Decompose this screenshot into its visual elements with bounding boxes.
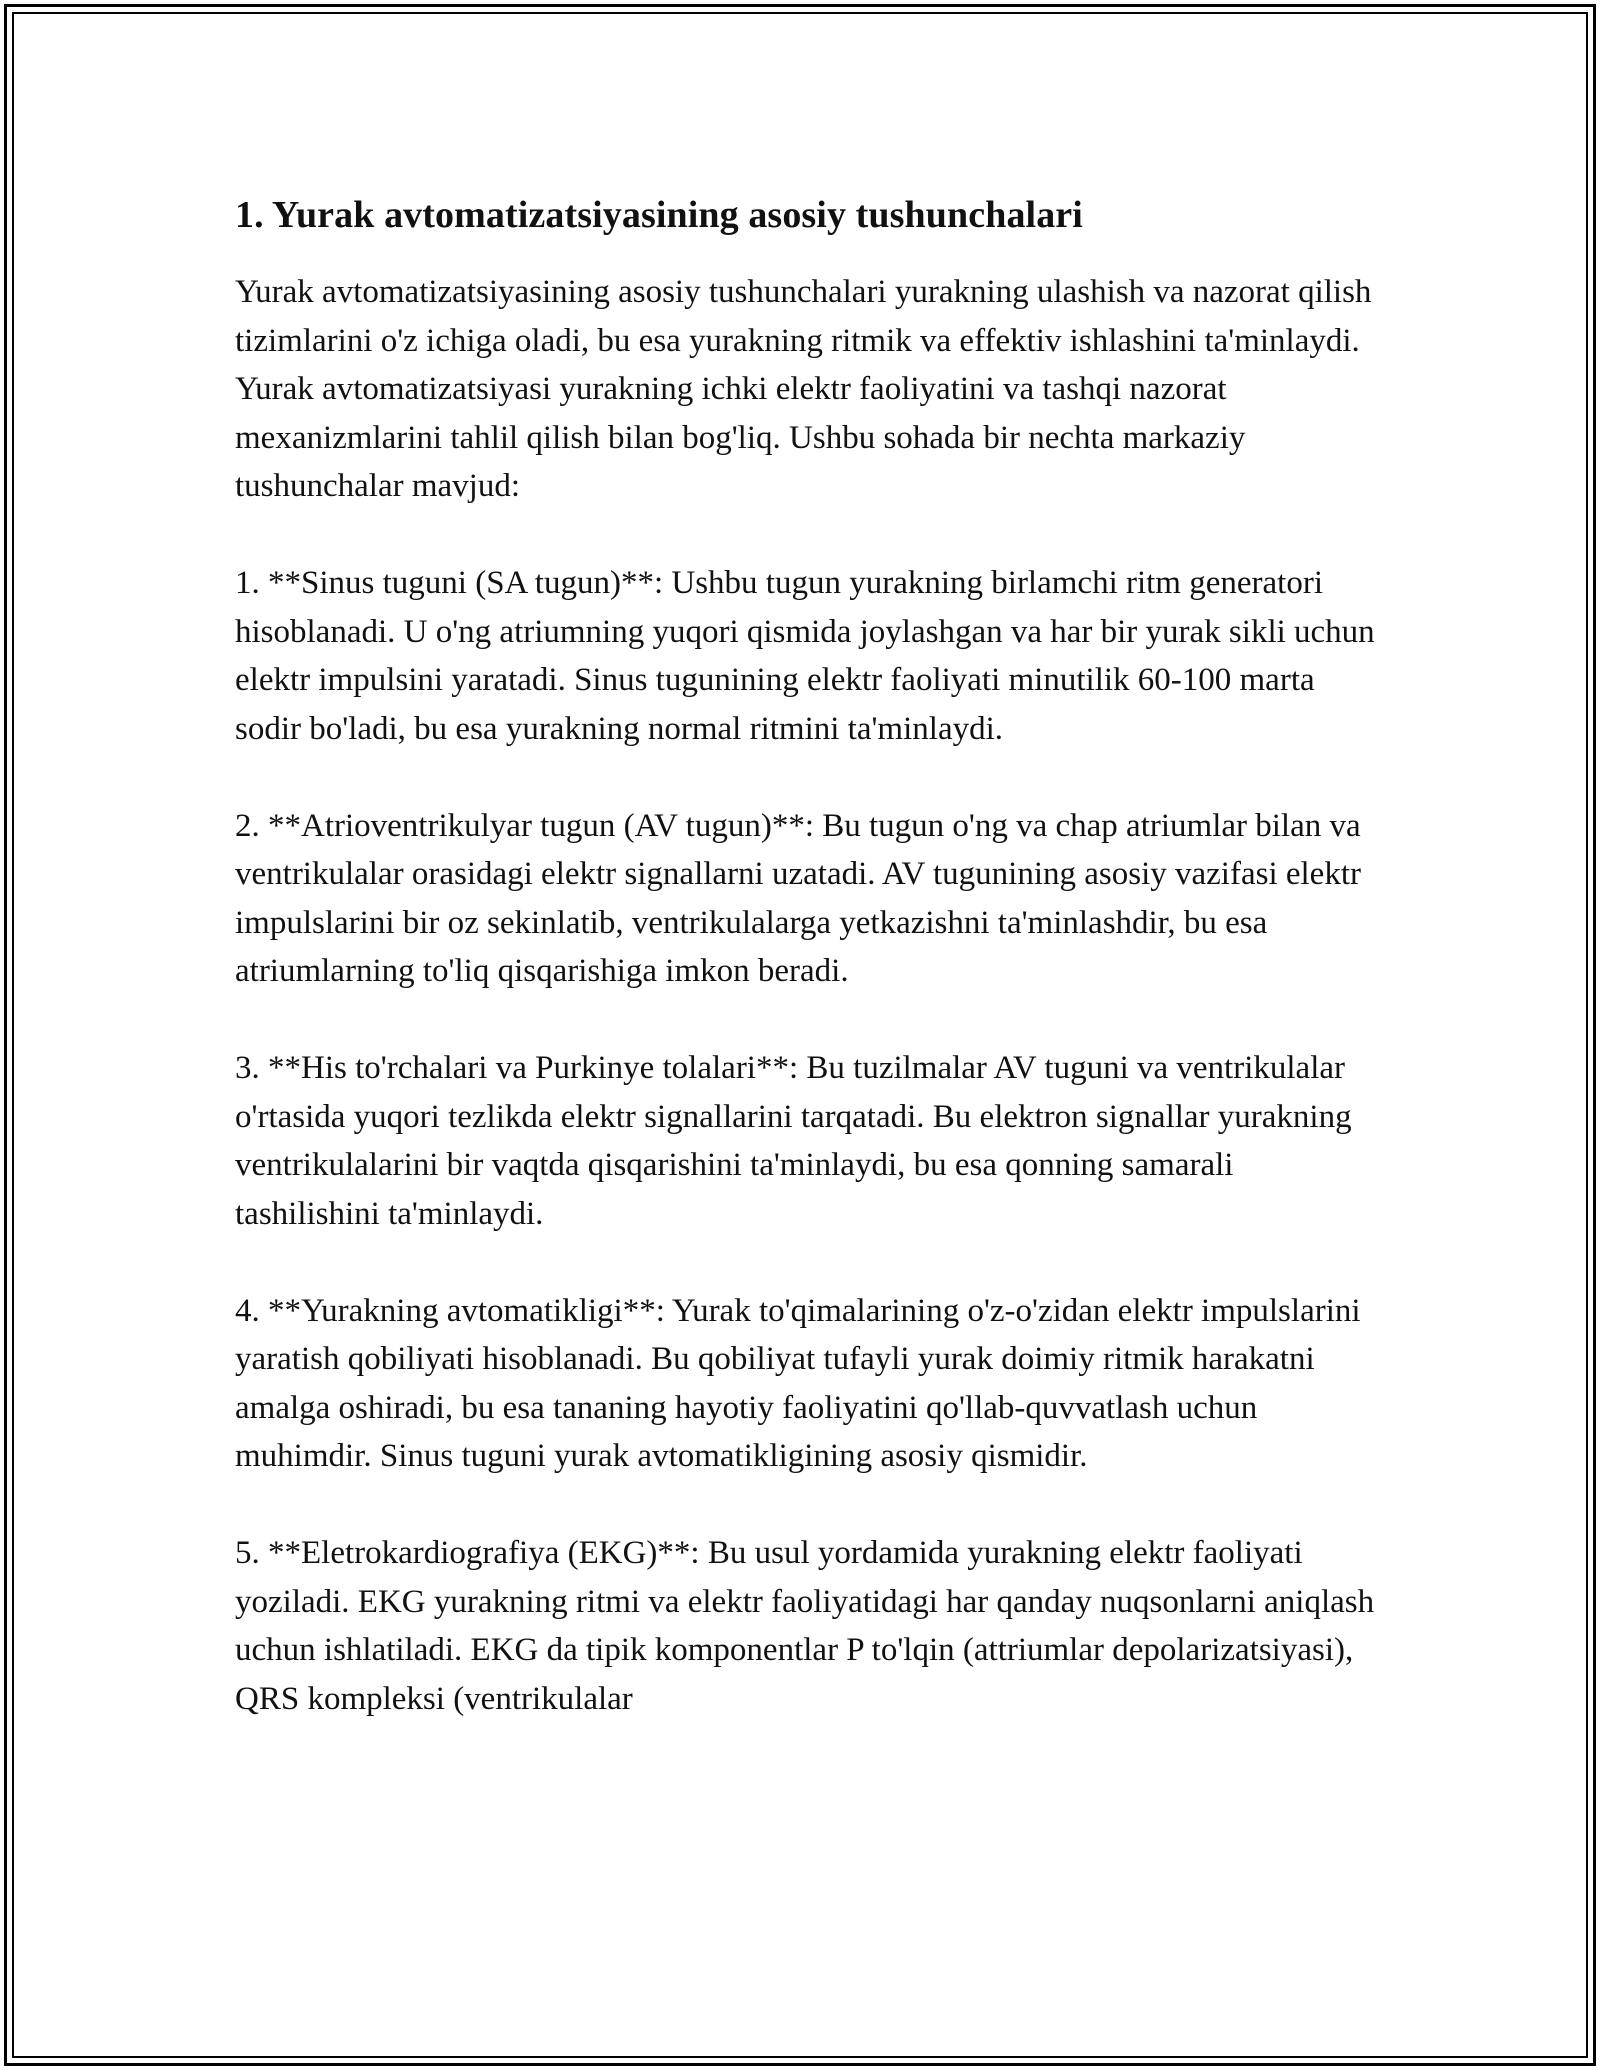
- automaticity-paragraph: 4. **Yurakning avtomatikligi**: Yurak to'qimalarining o'z-o'zidan elektr impulslarini yaratish qobiliyati hisoblanadi. Bu qobiliyat tufayli yurak doimiy ritmik harakatni amalga oshiradi, bu esa tananing hayotiy faoliyatini qo'llab-quvvatlash uchun muhimdir. Sinus tuguni yurak avtomatikligining asosiy qismidir.: [235, 1292, 1369, 1474]
- intro-paragraph: Yurak avtomatizatsiyasining asosiy tushunchalari yurakning ulashish va nazorat qilish tizimlarini o'z ichiga oladi, bu esa yurakning ritmik va effektiv ishlashini ta'minlaydi. Yurak avtomatizatsiyasi yurakning ichki elektr faoliyatini va tashqi nazorat mexanizmlarini tahlil qilish bilan bog'liq. Ushbu sohada bir nechta markaziy tushunchalar mavjud:: [235, 274, 1380, 504]
- document-body: [235, 184, 1383, 1723]
- section-heading: 1. Yurak avtomatizatsiyasining asosiy tushunchalari: [235, 194, 1083, 236]
- av-node-paragraph: 2. **Atrioventrikulyar tugun (AV tugun)**: Bu tugun o'ng va chap atriumlar bilan va ventrikulalar orasidagi elektr signallarni uzatadi. AV tugunining asosiy vazifasi elektr impulslarini bir oz sekinlatib, ventrikulalarga yetkazishni ta'minlashdir, bu esa atriumlarning to'liq qisqarishiga imkon beradi.: [235, 807, 1370, 989]
- ecg-paragraph: 5. **Eletrokardiografiya (EKG)**: Bu usul yordamida yurakning elektr faoliyati yoziladi. EKG yurakning ritmi va elektr faoliyatidagi har qanday nuqsonlarni aniqlash uchun ishlatiladi. EKG da tipik komponentlar P to'lqin (attriumlar depolarizatsiyasi), QRS kompleksi (ventrikulalar: [235, 1535, 1383, 1717]
- his-purkinje-paragraph: 3. **His to'rchalari va Purkinye tolalari**: Bu tuzilmalar AV tuguni va ventrikulalar o'rtasida yuqori tezlikda elektr signallarini tarqatadi. Bu elektron signallar yurakning ventrikulalarini bir vaqtda qisqarishini ta'minlaydi, bu esa qonning samarali tashilishini ta'minlaydi.: [235, 1050, 1360, 1232]
- sinus-node-paragraph: 1. **Sinus tuguni (SA tugun)**: Ushbu tugun yurakning birlamchi ritm generatori hisoblanadi. U o'ng atriumning yuqori qismida joylashgan va har bir yurak sikli uchun elektr impulsini yaratadi. Sinus tugunining elektr faoliyati minutilik 60-100 marta sodir bo'ladi, bu esa yurakning normal ritmini ta'minlaydi.: [235, 565, 1383, 747]
